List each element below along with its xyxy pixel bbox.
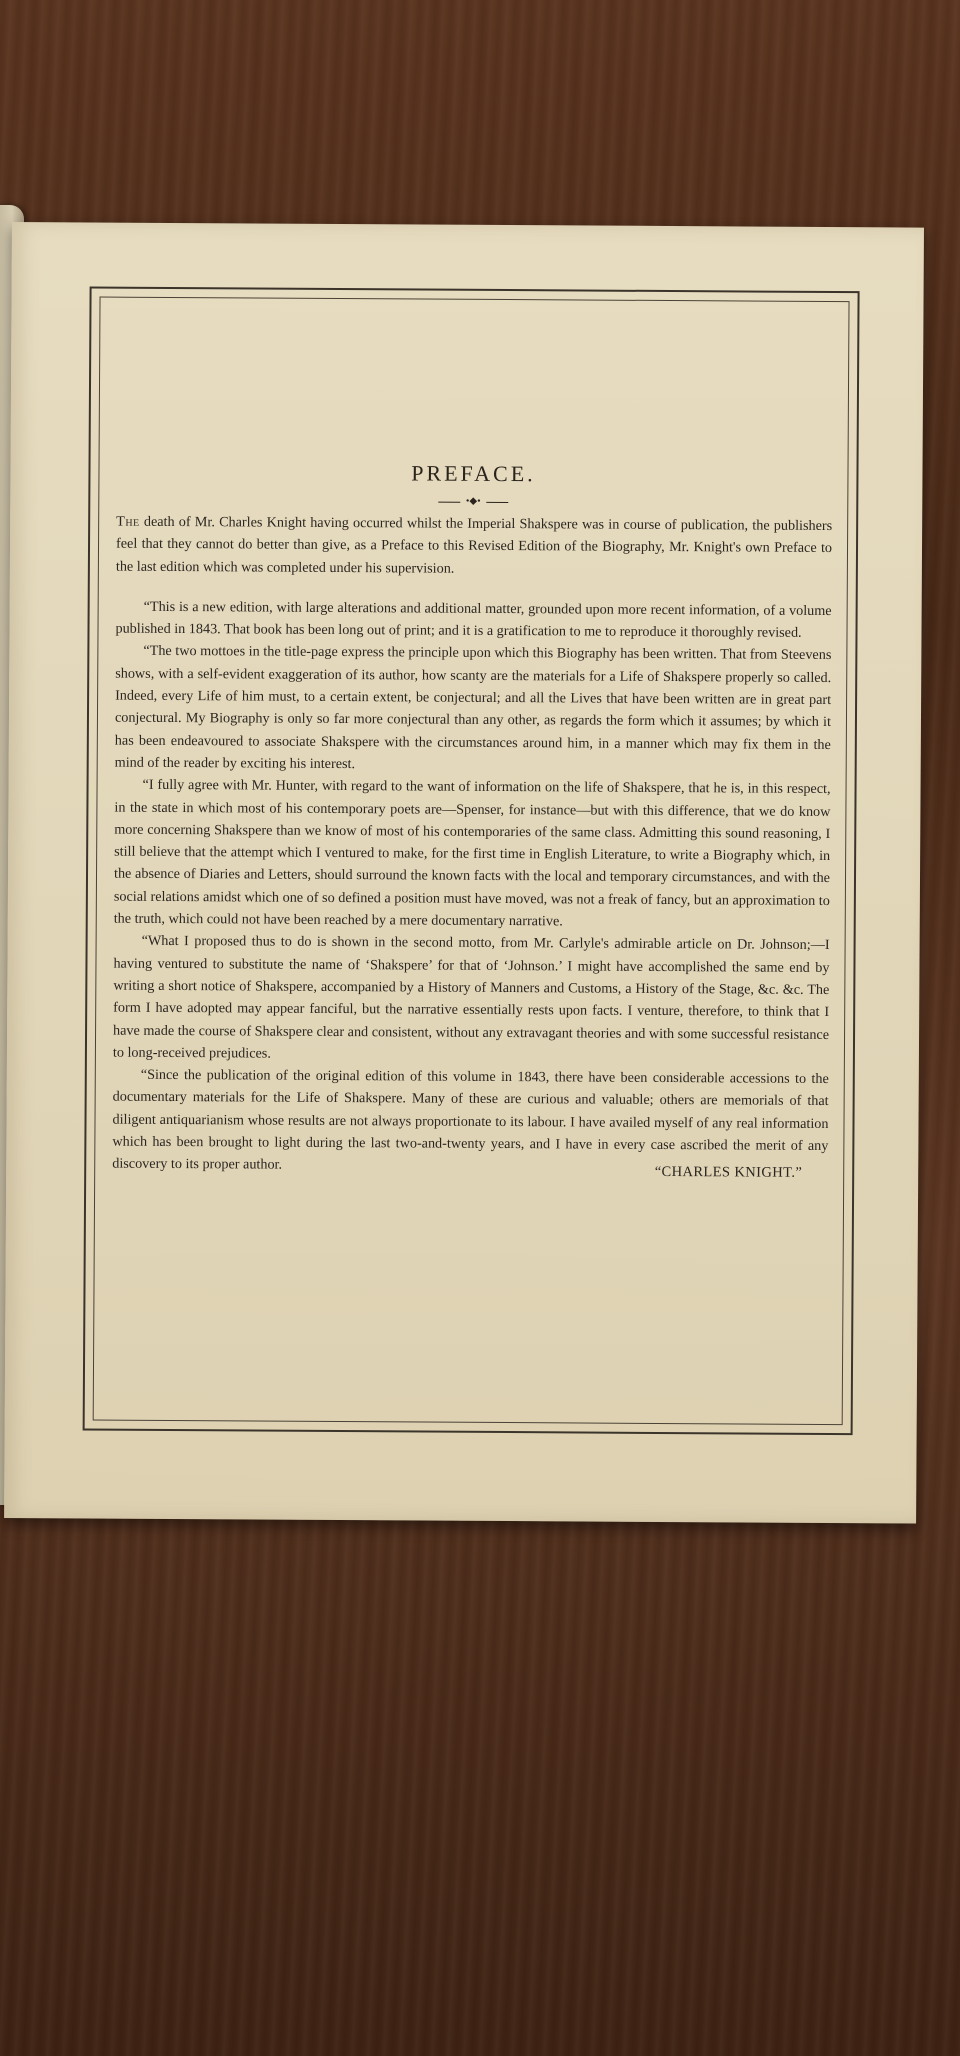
intro-text: death of Mr. Charles Knight having occurred whilst the Imperial Shakspere was in course of publication, the publishers feel that they cannot do better than give, as a Preface to this Revised Edition of the Biography, Mr. Knight's own Preface to the last edition which was completed under his supervision. xyxy=(115,513,833,577)
preface-paragraph: “This is a new edition, with large alterations and additional matter, grounded upon more recent information, of a volume published in 1843. That book has been long out of print; and it is a gratification to me to reproduce it thoroughly revised. xyxy=(115,598,832,642)
page-title: PREFACE. xyxy=(411,460,536,487)
preface-paragraph: “I fully agree with Mr. Hunter, with regard to the want of information on the life of Shakspere, that he is, in this respect, in the state in which most of his contemporary poets are—Spenser, for instance—but with this difference, that we do know more concerning Shakspere than we know of most of his contemporaries of the same class. Admitting this sound reasoning, I still believe that the attempt which I ventured to make, for the first time in English Literature, to write a Biography which, in the absence of Diaries and Letters, should surround the known facts with the local and temporary circumstances, and with the social relations amidst which one of so defined a position must have moved, was not a freak of fancy, but an approximation to the truth, which could not have been reached by a mere documentary narrative. xyxy=(113,777,831,930)
intro-lead-word: The xyxy=(116,513,140,530)
preface-paragraph: “Since the publication of the original edition of this volume in 1843, there have been considerable accessions to the documentary materials for the Life of Shakspere. Many of these are curious and valuable; others are memorials of that diligent antiquarianism whose results are not always proportionate to its labour. I have availed myself of any real information which has been brought to light during the last two-and-twenty years, and I have in every case ascribed the merit of any discovery to its proper author. xyxy=(112,1066,829,1173)
book-page xyxy=(4,222,924,1524)
signature: “CHARLES KNIGHT.” xyxy=(654,1163,803,1181)
preface-body xyxy=(112,511,832,1184)
preface-paragraph: “What I proposed thus to do is shown in the second motto, from Mr. Carlyle's admirable article on Dr. Johnson;—I having ventured to substitute the name of ‘Shakspere’ for that of ‘Johnson.’ I might have accomplished the same end by writing a short notice of Shakspere, accompanied by a History of Manners and Customs, a History of the Stage, &c. &c. The form I have adopted may appear fanciful, but the narrative essentially rests upon facts. I venture, therefore, to think that I have made the course of Shakspere clear and consistent, without any extravagant theories and with some successful resistance to long-received prejudices. xyxy=(112,933,830,1062)
preface-paragraph: “The two mottoes in the title-page express the principle upon which this Biography has been written. That from Steevens shows, with a self-evident exaggeration of its author, how scanty are the materials for a Life of Shakspere properly so called. Indeed, every Life of him must, to a certain extent, be conjectural; and all the Lives that have been written are in great part conjectural. My Biography is only so far more conjectural than any other, as regards the form which it assumes; by which it has been endeavoured to associate Shakspere with the circumstances around him, in a manner which may fix them in the mind of the reader by exciting his interest. xyxy=(114,643,832,773)
title-ornament: •◆• xyxy=(438,498,508,506)
intro-paragraph xyxy=(116,511,832,582)
page-border-outer xyxy=(83,286,860,1435)
